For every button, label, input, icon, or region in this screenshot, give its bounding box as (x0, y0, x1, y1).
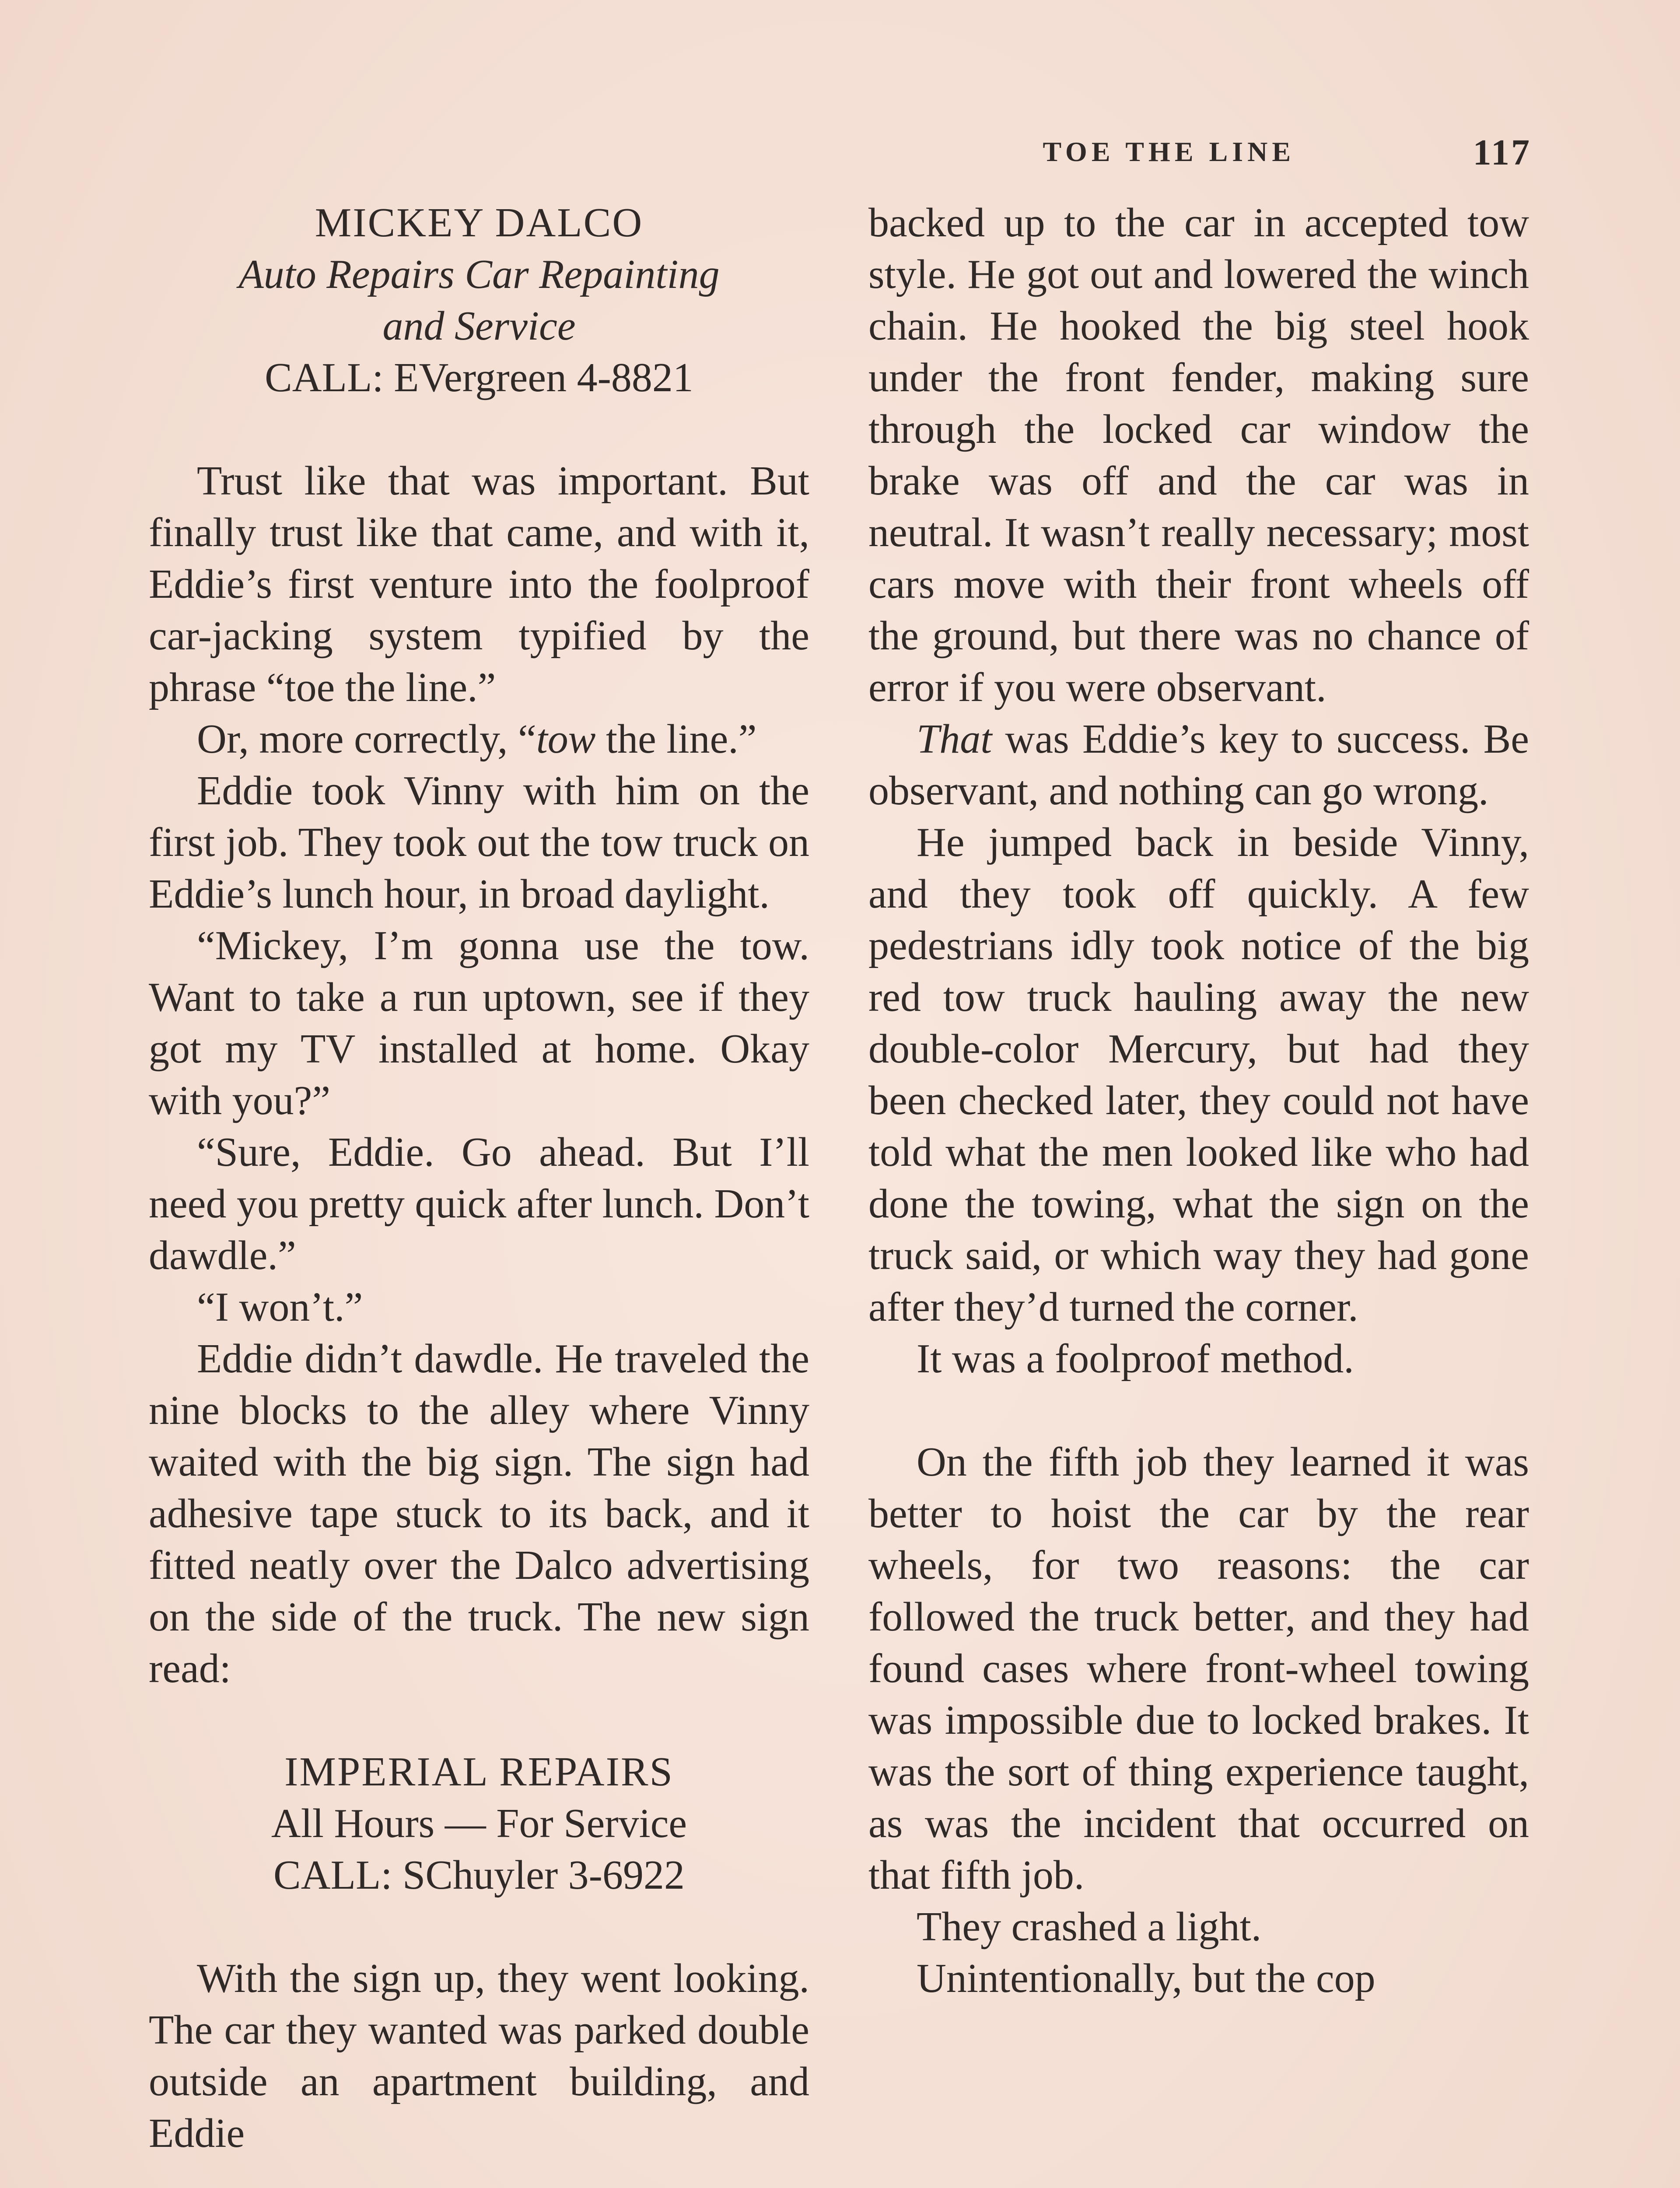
right-column (868, 197, 1529, 2004)
paragraph: Or, more correctly, “tow the line.” (197, 716, 757, 762)
paragraph: Eddie didn’t dawdle. He traveled the nine blocks to the alley where Vinny waited with the big sign. The sign had adhesive tape stuck to its back, and it fitted neatly over the Dalco advertising on the side of the truck. The new sign read: (149, 1336, 809, 1691)
paragraph: “Sure, Eddie. Go ahead. But I’ll need you pretty quick after lunch. Don’t dawdle.” (149, 1129, 809, 1278)
paragraph: Unintentionally, but the cop (917, 1956, 1376, 2001)
ad-business-name: IMPERIAL REPAIRS (284, 1749, 674, 1795)
paragraph: It was a foolproof method. (917, 1336, 1354, 1382)
ad-services-line: All Hours — For Service (271, 1801, 687, 1846)
paragraph: With the sign up, they went looking. The car they wanted was parked double outside an apartment building, and Eddie (149, 1956, 809, 2156)
paragraph: That was Eddie’s key to success. Be observant, and nothing can go wrong. (868, 716, 1529, 813)
ad-services-line: Auto Repairs Car Repainting (238, 252, 720, 297)
imperial-repairs-sign (149, 1746, 809, 1901)
paragraph: He jumped back in beside Vinny, and they took off quickly. A few pedestrians idly took notice of the big red tow truck hauling away the new double-color Mercury, but had they been checked later, they could not have told what the men looked like who had done the towing, what the sign on the truck said, or which way they had gone after they’d turned the corner. (868, 820, 1529, 1330)
ad-phone: CALL: EVergreen 4-8821 (265, 355, 693, 400)
paragraph: backed up to the car in accepted tow style. He got out and lowered the winch chain. He hooked the big steel hook under the front fender, making sure through the locked car window the brake was off and the car was in neutral. It wasn’t really necessary; most cars move with their front wheels off the ground, but there was no chance of error if you were observant. (868, 200, 1529, 710)
paragraph: “Mickey, I’m gonna use the tow. Want to take a run uptown, see if they got my TV installed at home. Okay with you?” (149, 923, 809, 1123)
running-title: TOE THE LINE (1043, 136, 1295, 167)
paragraph: They crashed a light. (917, 1904, 1262, 1950)
ad-phone: CALL: SChuyler 3-6922 (273, 1852, 685, 1898)
running-head (149, 131, 1531, 179)
ad-business-name: MICKEY DALCO (315, 200, 644, 245)
paragraph: Eddie took Vinny with him on the first job. They took out the tow truck on Eddie’s lunch hour, in broad daylight. (149, 768, 809, 917)
ad-services-line-2: and Service (382, 303, 576, 349)
paragraph: On the fifth job they learned it was better to hoist the car by the rear wheels, for two reasons: the car followed the truck better, and they had found cases where front-wheel towing was impossible due to locked brakes. It was the sort of thing experience taught, as was the incident that occurred on that fifth job. (868, 1439, 1529, 1898)
mickey-dalco-sign (149, 197, 809, 403)
page-number: 117 (1473, 132, 1531, 173)
paragraph: Trust like that was important. But finally trust like that came, and with it, Eddie’s first venture into the foolproof car-jacking system typified by the phrase “toe the line.” (149, 458, 809, 710)
left-column (149, 197, 809, 2159)
paragraph: “I won’t.” (197, 1284, 363, 1330)
